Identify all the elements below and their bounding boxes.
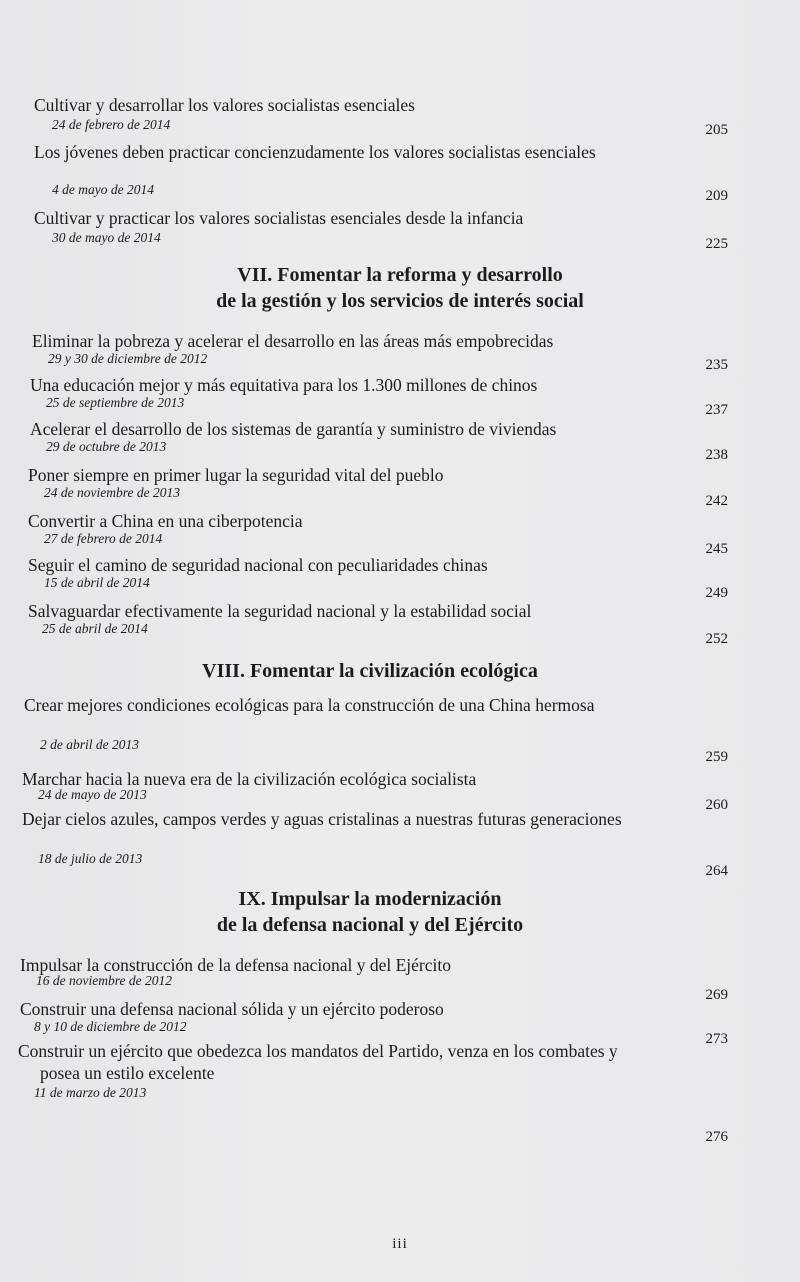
entry-title: Construir un ejército que obedezca los mandatos del Partido, venza en los combates y posea un estilo excelente <box>18 1041 618 1083</box>
entry-title: Los jóvenes deben practicar concienzudamente los valores socialistas esenciales <box>34 142 596 162</box>
entry-page-number: 242 <box>705 493 728 509</box>
entry-page-number: 264 <box>705 863 728 879</box>
section-heading <box>0 262 800 314</box>
toc-entry[interactable] <box>0 1040 800 1145</box>
entry-date: 30 de mayo de 2014 <box>52 230 161 245</box>
entry-title: Cultivar y desarrollar los valores socialistas esenciales <box>34 95 415 115</box>
entry-page-number: 205 <box>705 122 728 138</box>
entry-page-number: 235 <box>705 357 728 373</box>
entry-date: 18 de julio de 2013 <box>38 851 143 866</box>
toc-entry[interactable] <box>0 141 800 207</box>
section-heading-line: VIII. Fomentar la civilización ecológica <box>202 660 538 682</box>
section-heading <box>0 658 770 684</box>
entry-title: Convertir a China en una ciberpotencia <box>28 511 303 531</box>
entry-date: 16 de noviembre de 2012 <box>36 973 172 988</box>
entry-date: 24 de mayo de 2013 <box>38 787 147 802</box>
entry-title: Marchar hacia la nueva era de la civilización ecológica socialista <box>22 769 477 789</box>
entry-page-number: 238 <box>705 447 728 463</box>
entry-title: Seguir el camino de seguridad nacional con peculiaridades chinas <box>28 555 488 575</box>
section-heading-line: de la gestión y los servicios de interés social <box>216 290 584 312</box>
entry-date: 8 y 10 de diciembre de 2012 <box>34 1019 187 1034</box>
entry-date: 25 de abril de 2014 <box>42 621 148 636</box>
entry-date: 4 de mayo de 2014 <box>52 182 154 197</box>
entry-date: 15 de abril de 2014 <box>44 575 150 590</box>
entry-page-number: 225 <box>705 236 728 252</box>
toc-entry[interactable] <box>0 207 800 261</box>
entry-page-number: 209 <box>705 188 728 204</box>
entry-title: Dejar cielos azules, campos verdes y aguas cristalinas a nuestras futuras generaciones <box>22 809 622 829</box>
entry-date: 29 de octubre de 2013 <box>46 439 167 454</box>
entry-page-number: 273 <box>705 1031 728 1047</box>
entry-page-number: 276 <box>705 1129 728 1145</box>
entry-page-number: 259 <box>705 749 728 765</box>
toc-entry[interactable] <box>0 600 800 654</box>
entry-page-number: 260 <box>705 797 728 813</box>
entry-page-number: 237 <box>705 402 728 418</box>
entry-title: Acelerar el desarrollo de los sistemas de garantía y suministro de viviendas <box>30 419 557 439</box>
entry-page-number: 269 <box>705 987 728 1003</box>
section-heading-line: IX. Impulsar la modernización <box>238 888 502 910</box>
entry-title: Salvaguardar efectivamente la seguridad nacional y la estabilidad social <box>28 601 532 621</box>
entry-page-number: 245 <box>705 541 728 557</box>
entry-date: 25 de septiembre de 2013 <box>46 395 185 410</box>
entry-title: Eliminar la pobreza y acelerar el desarrollo en las áreas más empobrecidas <box>32 331 554 351</box>
section-heading-line: VII. Fomentar la reforma y desarrollo <box>237 264 563 286</box>
entry-date: 11 de marzo de 2013 <box>34 1085 147 1100</box>
entry-title: Poner siempre en primer lugar la seguridad vital del pueblo <box>28 465 444 485</box>
entry-date: 24 de noviembre de 2013 <box>44 485 180 500</box>
entry-title: Una educación mejor y más equitativa para los 1.300 millones de chinos <box>30 375 538 395</box>
section-heading-line: de la defensa nacional y del Ejército <box>216 914 524 936</box>
entry-title: Construir una defensa nacional sólida y un ejército poderoso <box>20 999 444 1019</box>
entry-page-number: 249 <box>705 585 728 601</box>
entry-page-number: 252 <box>705 631 728 647</box>
entry-date: 27 de febrero de 2014 <box>44 531 163 546</box>
section-heading <box>0 886 770 938</box>
entry-date: 29 y 30 de diciembre de 2012 <box>48 351 208 366</box>
toc-entry[interactable] <box>0 808 800 878</box>
entry-title: Cultivar y practicar los valores socialistas esenciales desde la infancia <box>34 208 524 228</box>
toc-entry[interactable] <box>0 694 800 764</box>
page-number-footer: iii <box>392 1236 408 1252</box>
entry-title: Crear mejores condiciones ecológicas para la construcción de una China hermosa <box>24 695 595 715</box>
entry-title: Impulsar la construcción de la defensa nacional y del Ejército <box>20 955 452 975</box>
entry-date: 24 de febrero de 2014 <box>52 117 171 132</box>
toc-entry[interactable] <box>0 94 800 148</box>
entry-date: 2 de abril de 2013 <box>40 737 139 752</box>
